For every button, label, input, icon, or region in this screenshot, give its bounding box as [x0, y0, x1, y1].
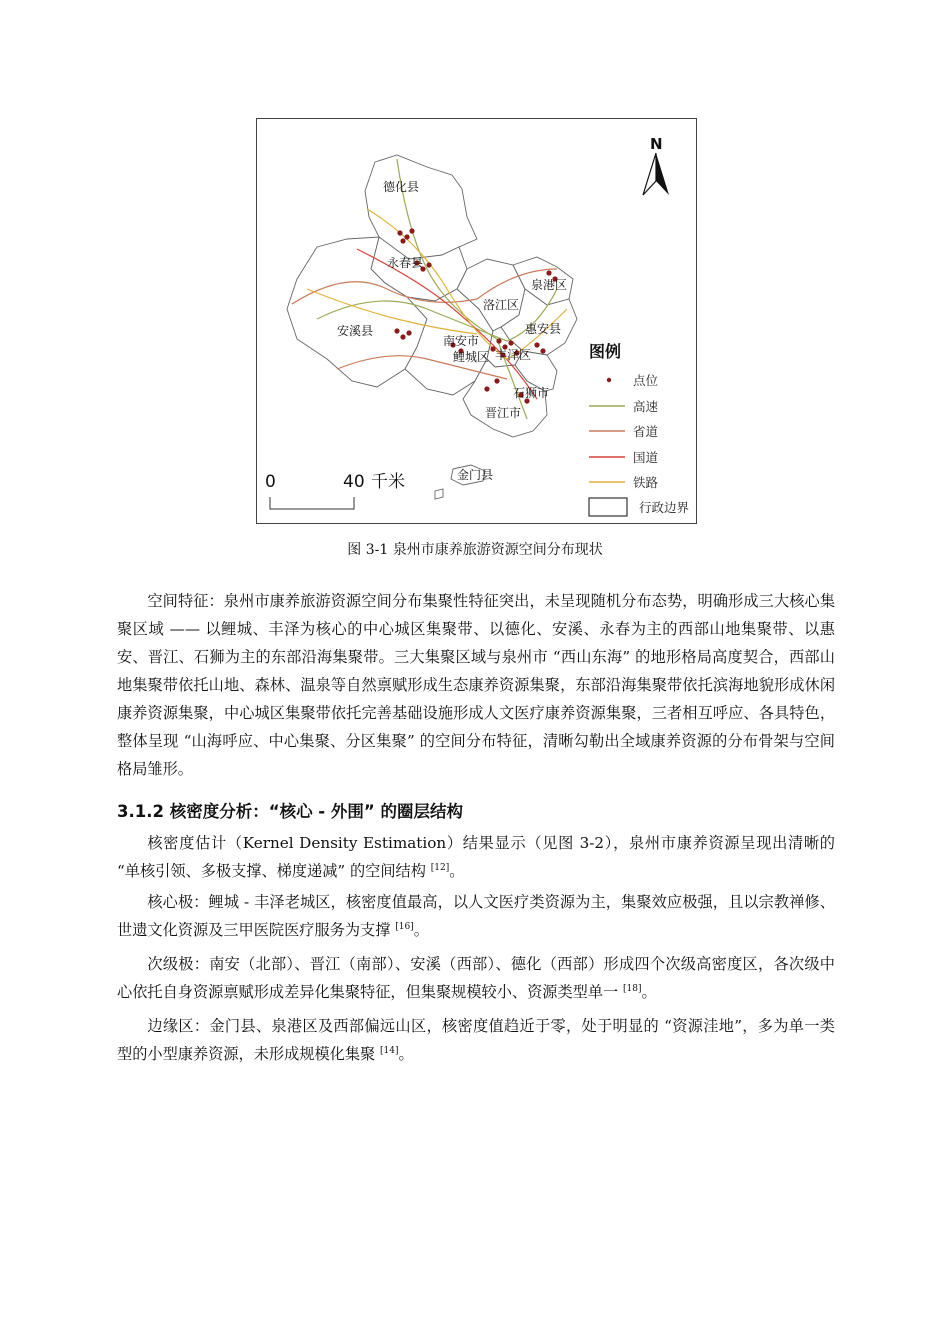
scale-zero: 0 — [265, 472, 276, 492]
label-shishi: 石狮市 — [513, 386, 550, 400]
scale-unit: 千米 — [371, 472, 405, 492]
paragraph-secondary-pole — [117, 950, 835, 1006]
legend-item-railway: 铁路 — [633, 475, 659, 490]
resource-point — [406, 330, 411, 335]
scale-line — [270, 497, 354, 509]
jinmen-islet — [435, 489, 443, 499]
resource-point — [404, 234, 409, 239]
resource-point — [400, 334, 405, 339]
map-svg — [257, 119, 698, 525]
resource-point — [546, 270, 551, 275]
label-jinmen: 金门县 — [457, 468, 494, 482]
paragraph-end: 。 — [398, 1045, 414, 1063]
legend-boundary-symbol — [589, 498, 627, 516]
label-nanan: 南安市 — [443, 334, 480, 348]
legend-item-point: 点位 — [633, 373, 659, 388]
legend-item-highway: 高速 — [633, 399, 659, 414]
resource-point — [494, 378, 499, 383]
label-fengze: 丰泽区 — [495, 348, 532, 362]
north-letter: N — [650, 135, 663, 153]
label-dehua: 德化县 — [383, 180, 420, 194]
paragraph-end: 。 — [641, 983, 657, 1001]
legend-title: 图例 — [589, 342, 622, 361]
figure-caption: 图 3-1 泉州市康养旅游资源空间分布现状 — [347, 542, 603, 558]
resource-point — [534, 342, 539, 347]
paragraph-kde-result — [117, 829, 835, 885]
resource-point — [409, 228, 414, 233]
resource-point — [426, 262, 431, 267]
label-licheng: 鲤城区 — [453, 350, 490, 364]
resource-point — [508, 340, 513, 345]
scale-value: 40 — [343, 472, 365, 492]
paragraph-core-pole — [117, 888, 835, 944]
citation-ref: [12] — [430, 863, 450, 873]
paragraph-text: 核心极：鲤城 - 丰泽老城区，核密度值最高，以人文医疗类资源为主，集聚效应极强，且以宗教禅修、世遗文化资源及三甲医院医疗服务为支撑 — [117, 893, 835, 939]
north-arrow — [643, 135, 669, 195]
paragraph-text: 次级极：南安（北部）、晋江（南部）、安溪（西部）、德化（西部）形成四个次级高密度区，各次级中心依托自身资源禀赋形成差异化集聚特征，但集聚规模较小、资源类型单一 — [117, 955, 835, 1001]
label-quangang: 泉港区 — [531, 278, 568, 292]
citation-ref: [18] — [623, 984, 642, 994]
legend-item-national: 国道 — [633, 450, 659, 465]
resource-point — [484, 386, 489, 391]
resource-point — [540, 348, 545, 353]
paragraph-text: 边缘区：金门县、泉港区及西部偏远山区，核密度值趋近于零，处于明显的 “资源洼地”，多为单一类型的小型康养资源，未形成规模化集聚 — [117, 1017, 835, 1063]
paragraph-edge-zone — [117, 1012, 835, 1068]
map-figure — [256, 118, 697, 524]
citation-ref: [16] — [395, 922, 414, 932]
paragraph-spatial-features: 空间特征：泉州市康养旅游资源空间分布集聚性特征突出，未呈现随机分布态势，明确形成三大核心集聚区域 —— 以鲤城、丰泽为核心的中心城区集聚带、以德化、安溪、永春为主的西部山地集聚带、以惠安、晋江、石狮为主的东部沿海集聚带。三大集聚区域与泉州市 “西山东海” 的地形格局高度契合，西部山地集聚带依托山地、森林、温泉等自然禀赋形成生态康养资源集聚，东部沿海集聚带依托滨海地貌形成休闲康养资源集聚，中心城区集聚带依托完善基础设施形成人文医疗康养资源集聚，三者相互呼应、各具特色，整体呈现 “山海呼应、中心集聚、分区集聚” 的空间分布特征，清晰勾勒出全域康养资源的分布骨架与空间格局雏形。 — [117, 592, 835, 778]
resource-point — [400, 238, 405, 243]
section-heading: 3.1.2 核密度分析：“核心 - 外围” 的圈层结构 — [117, 802, 463, 821]
legend-point-symbol — [607, 378, 611, 382]
paragraph-end: 。 — [413, 921, 429, 939]
resource-point — [394, 328, 399, 333]
label-anxi: 安溪县 — [337, 324, 374, 338]
resource-point — [496, 338, 501, 343]
citation-ref: [14] — [380, 1046, 399, 1056]
label-luojiang: 洛江区 — [483, 298, 520, 312]
scale-bar — [265, 472, 405, 509]
north-arrow-icon — [656, 153, 669, 195]
label-huian: 惠安县 — [525, 322, 562, 336]
paragraph-text: 核密度估计（Kernel Density Estimation）结果显示（见图 3-2），泉州市康养资源呈现出清晰的 “单核引领、多极支撑、梯度递减” 的空间结构 — [117, 834, 835, 880]
legend-item-boundary: 行政边界 — [639, 500, 690, 515]
legend-item-provincial: 省道 — [633, 424, 659, 439]
legend — [589, 342, 690, 516]
paragraph-end: 。 — [449, 862, 465, 880]
resource-point — [397, 230, 402, 235]
label-jinjiang: 晋江市 — [485, 406, 522, 420]
north-arrow-icon-outline — [643, 153, 656, 195]
label-yongchun: 永春县 — [387, 256, 424, 270]
